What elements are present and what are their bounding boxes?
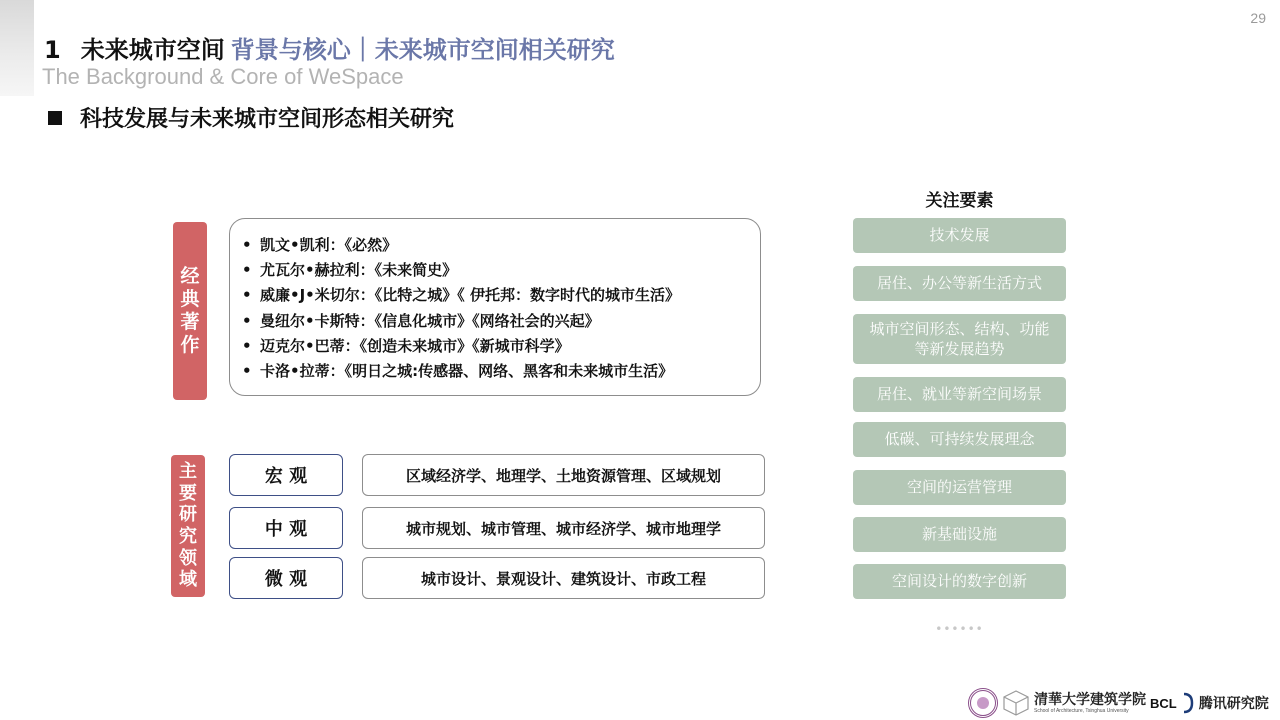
bcl-logo (1150, 697, 1177, 710)
focus-item: 技术发展 (853, 218, 1066, 253)
tag-char: 域 (179, 569, 197, 591)
list-item (242, 309, 760, 334)
school-name-en: School of Architecture, Tsinghua University (1034, 707, 1129, 714)
tag-char: 典 (180, 287, 200, 310)
scale-meso: 中 观 (229, 507, 343, 549)
work-text: 尤瓦尔•赫拉利：《未来简史》 (260, 261, 458, 280)
bullet: • (242, 236, 252, 254)
list-item (242, 359, 760, 384)
list-item (242, 258, 760, 283)
title-main: 未来城市空间 (80, 36, 225, 64)
cube-logo-icon (1002, 689, 1030, 717)
school-logo (1034, 693, 1146, 714)
focus-item: 空间设计的数字创新 (853, 564, 1066, 599)
list-item (242, 283, 760, 308)
tsinghua-seal-icon (968, 688, 998, 718)
corner-decoration (0, 0, 34, 96)
bullet: • (242, 261, 252, 280)
tag-char: 著 (180, 311, 200, 333)
tag-char: 要 (179, 482, 197, 504)
school-name: 清華大学建筑学院 (1034, 691, 1146, 708)
bullet: • (242, 311, 252, 330)
bullet: • (242, 286, 252, 305)
focus-item: 居住、办公等新生活方式 (853, 266, 1066, 301)
work-text: 曼纽尔•卡斯特：《信息化城市》《网络社会的兴起》 (260, 311, 600, 330)
focus-item: 居住、就业等新空间场景 (853, 377, 1066, 412)
focus-item: 空间的运营管理 (853, 470, 1066, 505)
classic-works-list (229, 218, 761, 396)
fields-meso: 城市规划、城市管理、城市经济学、城市地理学 (362, 507, 765, 549)
focus-elements-title: 关注要素 (925, 191, 994, 211)
work-text: 威廉•J•米切尔：《比特之城》《 伊托邦：数字时代的城市生活》 (260, 286, 680, 305)
tag-char: 领 (179, 547, 197, 569)
list-item (242, 334, 760, 359)
title-number: 1 (44, 36, 61, 64)
tag-char: 研 (179, 504, 197, 526)
square-bullet-icon (48, 111, 62, 125)
scale-micro: 微 观 (229, 557, 343, 599)
tag-char: 作 (180, 334, 200, 357)
research-fields-tag (171, 455, 205, 597)
page-subtitle: The Background & Core of WeSpace (42, 64, 404, 89)
bullet: • (242, 336, 252, 355)
work-text: 迈克尔•巴蒂：《创造未来城市》《新城市科学》 (260, 336, 570, 355)
more-indicator: •••••• (935, 622, 984, 636)
tag-char: 经 (180, 264, 200, 287)
institute-name: 腾讯研究院 (1198, 696, 1269, 712)
focus-item: 城市空间形态、结构、功能等新发展趋势 (853, 314, 1066, 364)
page-title (44, 30, 615, 65)
page-number: 29 (1250, 10, 1266, 26)
footer-logos (968, 686, 1273, 720)
classic-works-tag (173, 222, 207, 400)
focus-item: 低碳、可持续发展理念 (853, 422, 1066, 457)
tag-char: 究 (179, 526, 197, 547)
work-text: 凯文•凯利：《必然》 (260, 236, 398, 254)
list-item (242, 233, 760, 258)
focus-item: 新基础设施 (853, 517, 1066, 552)
work-text: 卡洛•拉蒂：《明日之城:传感器、网络、黑客和未来城市生活》 (260, 361, 674, 380)
bcl-logo-text: BCL (1150, 695, 1177, 711)
section-heading-text: 科技发展与未来城市空间形态相关研究 (80, 107, 455, 132)
title-accent: 背景与核心｜未来城市空间相关研究 (230, 36, 615, 64)
tag-char: 主 (179, 461, 197, 483)
scale-macro: 宏 观 (229, 454, 343, 496)
section-heading (48, 102, 454, 133)
fields-macro: 区域经济学、地理学、土地资源管理、区域规划 (362, 454, 765, 496)
fields-micro: 城市设计、景观设计、建筑设计、市政工程 (362, 557, 765, 599)
tencent-logo-icon (1181, 692, 1195, 714)
bullet: • (242, 361, 252, 380)
